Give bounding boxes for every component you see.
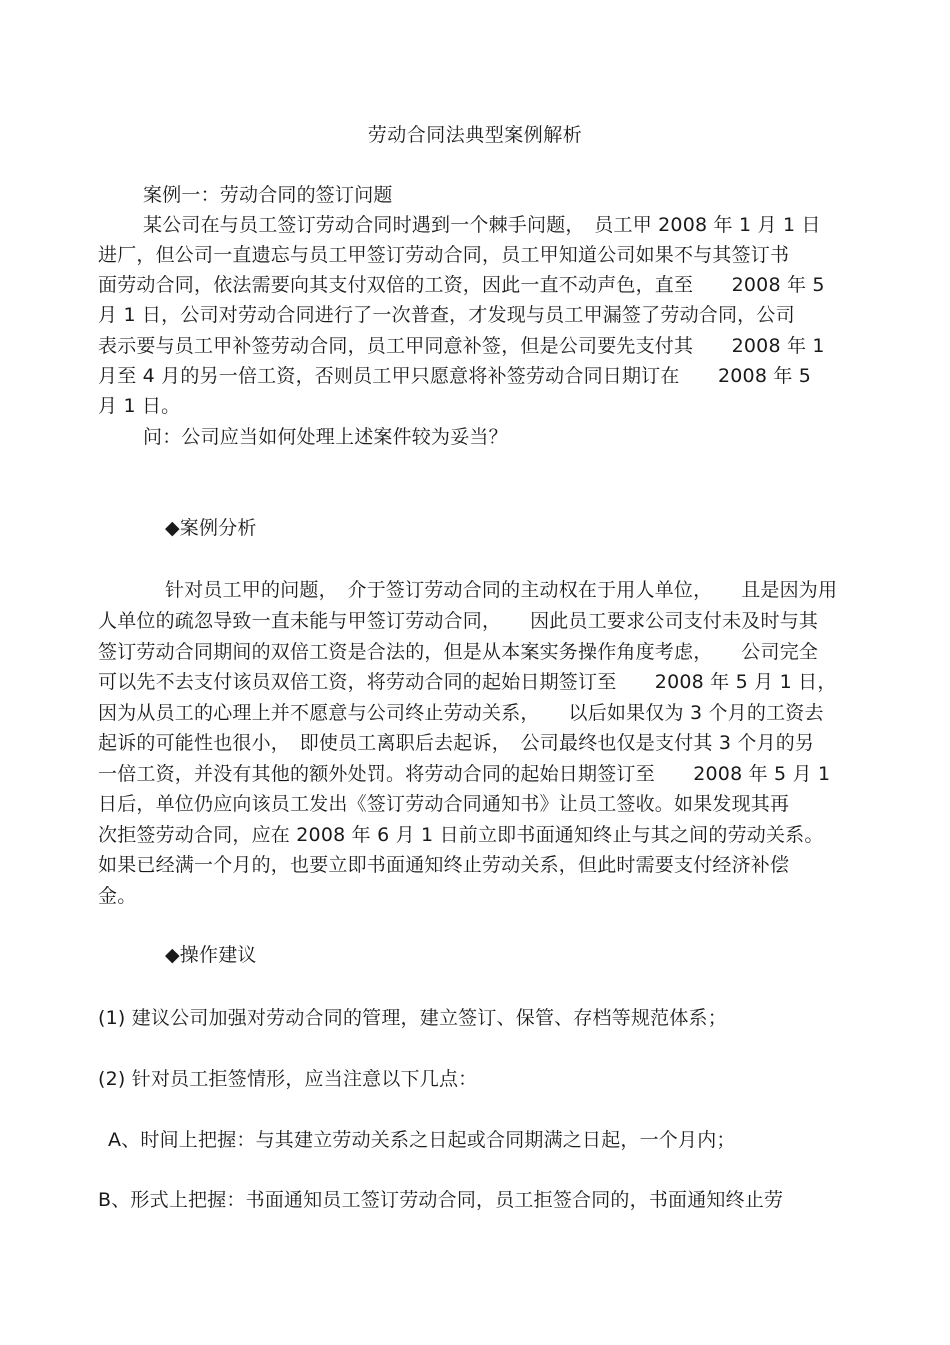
- analysis-paragraph-line: 起诉的可能性也很小， 即使员工离职后去起诉， 公司最终也仅是支付其 3 个月的另: [98, 732, 815, 754]
- analysis-paragraph-line: 人单位的疏忽导致一直未能与甲签订劳动合同， 因此员工要求公司支付未及时与其: [98, 610, 819, 632]
- suggestion-item: (1) 建议公司加强对劳动合同的管理，建立签订、保管、存档等规范体系；: [98, 1007, 727, 1029]
- suggestion-item: B、形式上把握：书面通知员工签订劳动合同，员工拒签合同的，书面通知终止劳: [98, 1189, 784, 1211]
- analysis-paragraph-line: 可以先不去支付该员双倍工资，将劳动合同的起始日期签订至 2008 年 5 月 1 日，: [98, 671, 837, 693]
- case-paragraph-line: 某公司在与员工签订劳动合同时遇到一个棘手问题， 员工甲 2008 年 1 月 1 日: [143, 214, 821, 236]
- analysis-paragraph-line: 如果已经满一个月的，也要立即书面通知终止劳动关系，但此时需要支付经济补偿: [98, 854, 790, 876]
- suggestion-item: A、时间上把握：与其建立劳动关系之日起或合同期满之日起，一个月内；: [108, 1129, 736, 1151]
- case-paragraph-line: 面劳动合同，依法需要向其支付双倍的工资，因此一直不动声色，直至 2008 年 5: [98, 274, 825, 296]
- analysis-paragraph-line: 一倍工资，并没有其他的额外处罚。将劳动合同的起始日期签订至 2008 年 5 月 1: [98, 763, 831, 785]
- case-heading: 案例一：劳动合同的签订问题: [143, 184, 393, 206]
- analysis-paragraph-line: 签订劳动合同期间的双倍工资是合法的，但是从本案实务操作角度考虑， 公司完全: [98, 641, 819, 663]
- suggestions-heading: ◆操作建议: [165, 944, 257, 966]
- case-paragraph-line: 月 1 日。: [98, 395, 181, 417]
- analysis-paragraph-line: 金。: [98, 885, 137, 907]
- document-title: 劳动合同法典型案例解析: [367, 124, 583, 146]
- analysis-heading: ◆案例分析: [165, 517, 257, 539]
- analysis-paragraph-line: 因为从员工的心理上并不愿意与公司终止劳动关系， 以后如果仅为 3 个月的工资去: [98, 702, 824, 724]
- analysis-paragraph-line: 日后，单位仍应向该员工发出《签订劳动合同通知书》让员工签收。如果发现其再: [98, 793, 790, 815]
- case-paragraph-line: 月 1 日，公司对劳动合同进行了一次普查，才发现与员工甲漏签了劳动合同，公司: [98, 304, 795, 326]
- suggestion-item: (2) 针对员工拒签情形，应当注意以下几点：: [98, 1068, 478, 1090]
- analysis-paragraph-line: 次拒签劳动合同，应在 2008 年 6 月 1 日前立即书面通知终止与其之间的劳动关系。: [98, 824, 824, 846]
- analysis-paragraph-line: 针对员工甲的问题， 介于签订劳动合同的主动权在于用人单位， 且是因为用: [165, 579, 838, 601]
- case-paragraph-line: 月至 4 月的另一倍工资，否则员工甲只愿意将补签劳动合同日期订在 2008 年 5: [98, 365, 812, 387]
- case-paragraph-line: 进厂，但公司一直遗忘与员工甲签订劳动合同，员工甲知道公司如果不与其签订书: [98, 244, 790, 266]
- case-paragraph-line: 表示要与员工甲补签劳动合同，员工甲同意补签，但是公司要先支付其 2008 年 1: [98, 335, 825, 357]
- case-question: 问：公司应当如何处理上述案件较为妥当？: [143, 426, 508, 448]
